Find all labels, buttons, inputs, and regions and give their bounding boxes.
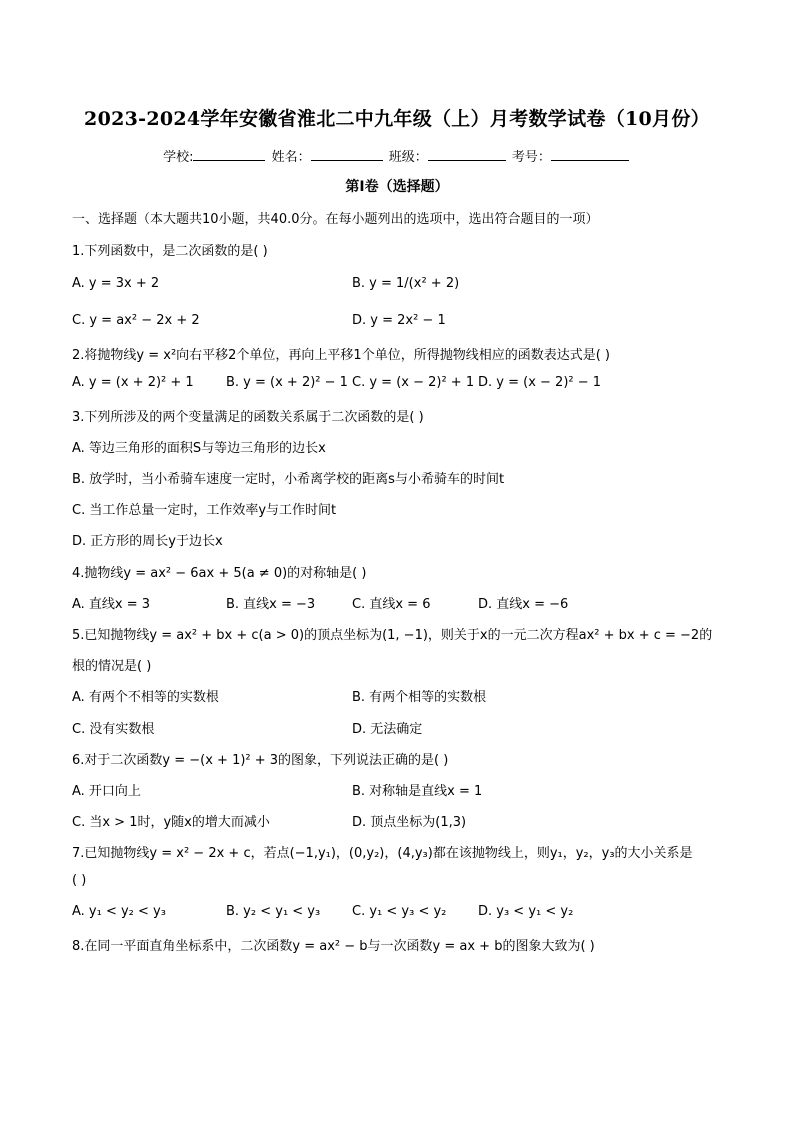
name-label: 姓名： (271, 150, 311, 165)
volume-title: 第I卷（选择题） (345, 179, 449, 195)
question-5-stem: 5.已知抛物线y = ax² + bx + c(a > 0)的顶点坐标为(1, −1)，则关于x的一元二次方程ax² + bx + c = −2的 (72, 628, 713, 643)
question-7-stem: 7.已知抛物线y = x² − 2x + c，若点(−1,y₁)，(0,y₂)，(4,y₃)都在该抛物线上，则y₁，y₂，y₃的大小关系是 (72, 846, 693, 861)
question-1-option-a: A. y = 3x + 2 (72, 276, 160, 291)
class-label: 班级： (388, 150, 428, 165)
class-blank (428, 148, 506, 161)
school-blank (193, 148, 265, 161)
question-3-option-a: A. 等边三角形的面积S与等边三角形的边长x (72, 441, 326, 456)
question-4-stem: 4.抛物线y = ax² − 6ax + 5(a ≠ 0)的对称轴是( ) (72, 566, 367, 581)
exam-number-label: 考号： (511, 150, 551, 165)
name-blank (311, 148, 383, 161)
question-1-option-c: C. y = ax² − 2x + 2 (72, 313, 200, 328)
question-3-option-c: C. 当工作总量一定时，工作效率y与工作时间t (72, 503, 337, 518)
question-6-option-d: D. 顶点坐标为(1,3) (352, 815, 467, 830)
question-6-option-c: C. 当x > 1时，y随x的增大而减小 (72, 815, 270, 830)
question-3-stem: 3.下列所涉及的两个变量满足的函数关系属于二次函数的是( ) (72, 410, 424, 425)
question-6-stem: 6.对于二次函数y = −(x + 1)² + 3的图象，下列说法正确的是( ) (72, 753, 449, 768)
student-info-line (0, 146, 794, 165)
question-3-option-d: D. 正方形的周长y于边长x (72, 534, 223, 549)
question-5-option-b: B. 有两个相等的实数根 (352, 690, 487, 705)
question-8-stem: 8.在同一平面直角坐标系中，二次函数y = ax² − b与一次函数y = ax + b的图象大致为( ) (72, 939, 595, 954)
question-2-option-d: D. y = (x − 2)² − 1 (478, 375, 602, 390)
question-2-stem: 2.将抛物线y = x²向右平移2个单位，再向上平移1个单位，所得抛物线相应的函数表达式是( ) (72, 348, 610, 363)
exam-number-blank (551, 148, 629, 161)
question-4-option-d: D. 直线x = −6 (478, 597, 569, 612)
question-1-stem: 1.下列函数中，是二次函数的是( ) (72, 244, 268, 259)
question-4-option-a: A. 直线x = 3 (72, 597, 151, 612)
question-5-option-c: C. 没有实数根 (72, 722, 155, 737)
section-heading: 一、选择题（本大题共10小题，共40.0分。在每小题列出的选项中，选出符合题目的一项） (72, 212, 599, 227)
question-7-option-b: B. y₂ < y₁ < y₃ (226, 904, 321, 919)
question-1-option-b: B. y = 1/(x² + 2) (352, 276, 460, 291)
question-2-option-a: A. y = (x + 2)² + 1 (72, 375, 194, 390)
question-5-option-a: A. 有两个不相等的实数根 (72, 690, 219, 705)
question-2-option-c: C. y = (x − 2)² + 1 (352, 375, 475, 390)
exam-title: 2023-2024学年安徽省淮北二中九年级（上）月考数学试卷（10月份） (84, 108, 710, 130)
question-5-stem-continued: 根的情况是( ) (72, 659, 152, 674)
question-4-option-b: B. 直线x = −3 (226, 597, 316, 612)
question-7-option-a: A. y₁ < y₂ < y₃ (72, 904, 166, 919)
question-4-option-c: C. 直线x = 6 (352, 597, 431, 612)
question-2-option-b: B. y = (x + 2)² − 1 (226, 375, 348, 390)
question-5-option-d: D. 无法确定 (352, 722, 423, 737)
question-6-option-a: A. 开口向上 (72, 784, 141, 799)
question-7-stem-continued: ( ) (72, 873, 87, 888)
question-6-option-b: B. 对称轴是直线x = 1 (352, 784, 483, 799)
question-3-option-b: B. 放学时，当小希骑车速度一定时，小希离学校的距离s与小希骑车的时间t (72, 472, 505, 487)
school-label: 学校: (163, 150, 194, 165)
question-7-option-c: C. y₁ < y₃ < y₂ (352, 904, 447, 919)
question-1-option-d: D. y = 2x² − 1 (352, 313, 446, 328)
question-7-option-d: D. y₃ < y₁ < y₂ (478, 904, 574, 919)
